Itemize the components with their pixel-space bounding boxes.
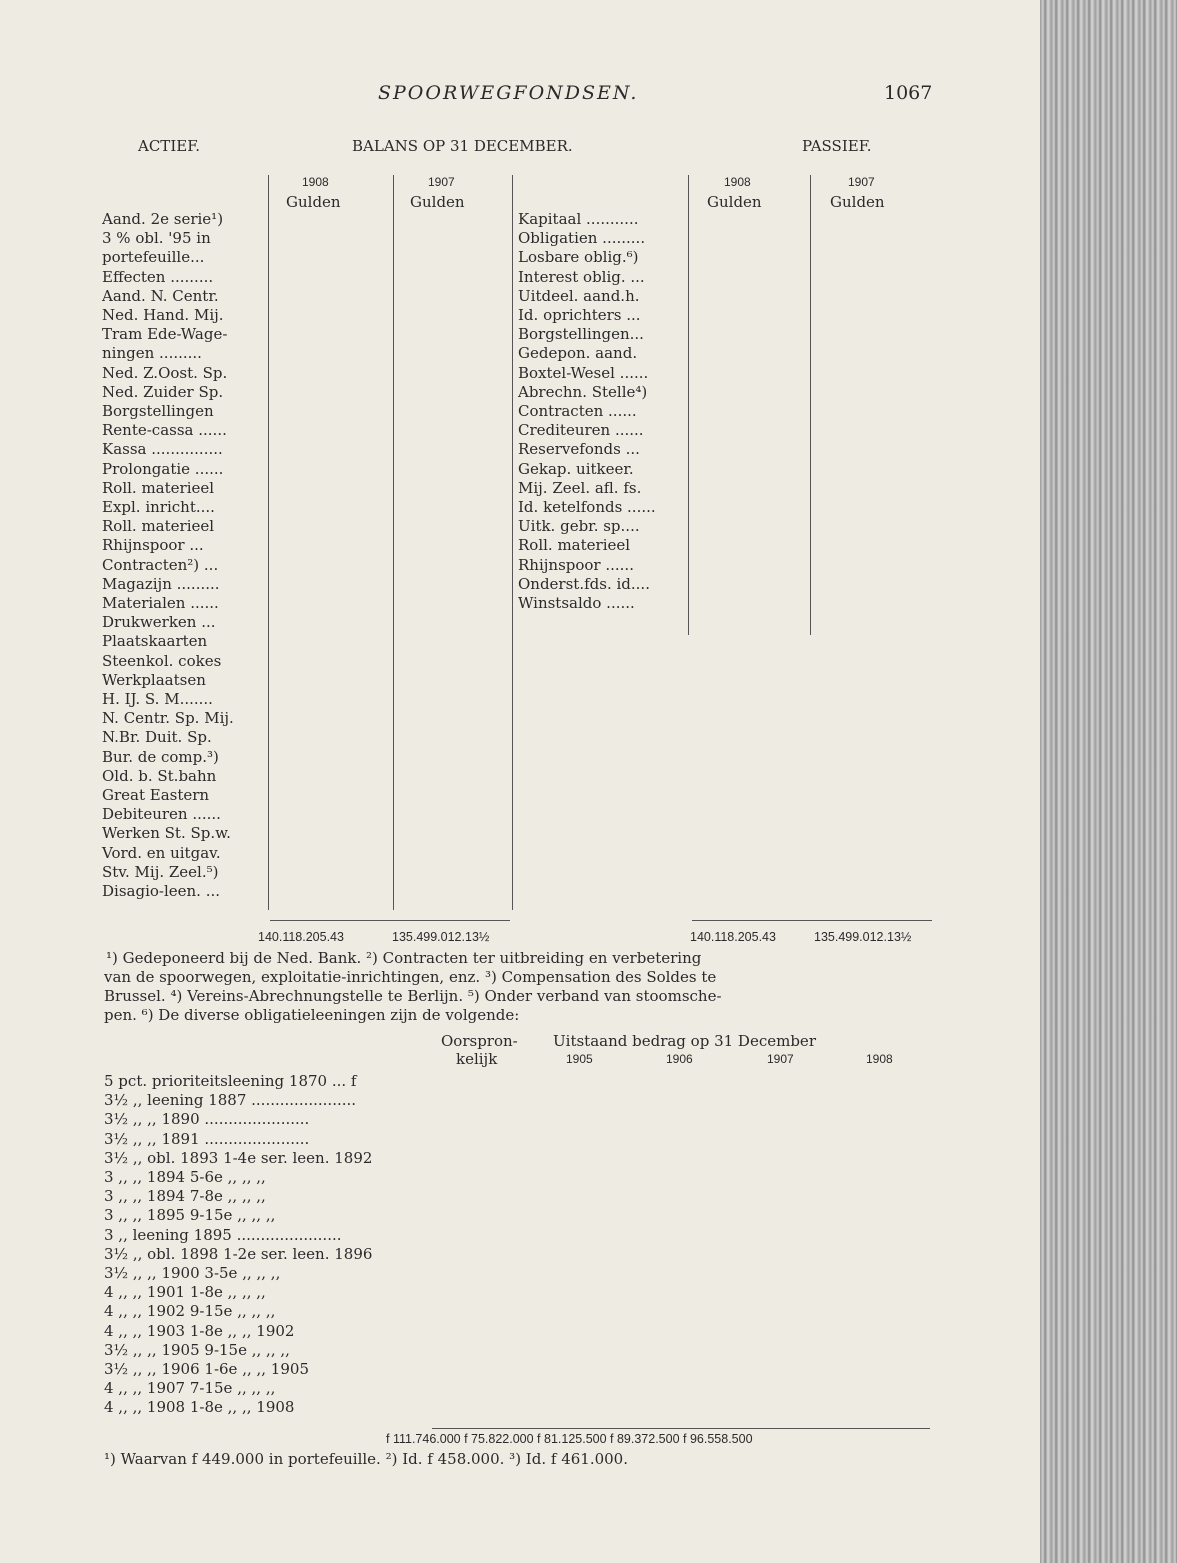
asset-label: H. IJ. S. M.......	[102, 690, 213, 708]
rule-liab-1	[688, 175, 689, 635]
loan-desc: 4 ,, ,, 1908 1-8e ,, ,, 1908	[104, 1398, 295, 1417]
asset-label: Aand. 2e serie¹)	[102, 210, 224, 228]
balans-heading: BALANS OP 31 DECEMBER.	[352, 137, 573, 155]
asset-label: Materialen ......	[102, 594, 219, 612]
liability-label: Roll. materieel	[518, 536, 631, 555]
assets-year-1908: 1908	[302, 175, 329, 189]
asset-label: Roll. materieel	[102, 478, 215, 497]
asset-label: Expl. inricht....	[102, 498, 215, 516]
loan-desc: 3½ ,, leening 1887 ......................	[104, 1091, 357, 1110]
loans-head-original-2: kelijk	[456, 1050, 498, 1068]
asset-label: Bur. de comp.³)	[102, 747, 219, 766]
asset-label: Debiteuren ......	[102, 805, 221, 824]
liab-year-1907: 1907	[848, 175, 875, 189]
liability-label: Crediteuren ......	[518, 421, 644, 440]
loan-desc: 4 ,, ,, 1907 7-15e ,, ,, ,,	[104, 1379, 276, 1398]
asset-label: Plaatskaarten	[102, 632, 208, 651]
liab-total-1908: 140.118.205.43	[690, 930, 776, 944]
liability-label: Kapitaal ...........	[518, 210, 639, 228]
liability-label: Uitdeel. aand.h.	[518, 286, 640, 305]
liab-total-1907: 135.499.012.13½	[814, 930, 912, 944]
assets-unit-1907: Gulden	[410, 193, 465, 211]
asset-label: Werkplaatsen	[102, 670, 206, 689]
assets-year-1907: 1907	[428, 175, 455, 189]
liability-label: Mij. Zeel. afl. fs.	[518, 478, 642, 497]
assets-total-1908: 140.118.205.43	[258, 930, 344, 944]
page-title: SPOORWEGFONDSEN.	[378, 82, 639, 104]
asset-label: 3 % obl. '95 in	[102, 229, 211, 248]
loans-year-1908: 1908	[866, 1052, 893, 1066]
loan-desc: 3½ ,, ,, 1905 9-15e ,, ,, ,,	[104, 1340, 290, 1359]
loan-desc: 3 ,, ,, 1895 9-15e ,, ,, ,,	[104, 1206, 276, 1225]
asset-label: Rente-cassa ......	[102, 421, 227, 440]
asset-label: Effecten .........	[102, 267, 214, 286]
footnote-line: pen. ⁶) De diverse obligatieleeningen zijn de volgende:	[104, 1006, 520, 1024]
liability-label: Reservefonds ...	[518, 440, 640, 459]
liability-label: Gekap. uitkeer.	[518, 459, 634, 478]
loan-desc: 4 ,, ,, 1902 9-15e ,, ,, ,,	[104, 1302, 276, 1321]
asset-label: Stv. Mij. Zeel.⁵)	[102, 862, 219, 881]
liability-label: Uitk. gebr. sp....	[518, 517, 640, 536]
liab-year-1908: 1908	[724, 175, 751, 189]
asset-label: Vord. en uitgav.	[102, 843, 221, 862]
loan-desc: 3½ ,, ,, 1890 ......................	[104, 1110, 310, 1129]
liability-label: Abrechn. Stelle⁴)	[518, 382, 648, 401]
footnote-line: Brussel. ⁴) Vereins-Abrechnungstelle te Berlijn. ⁵) Onder verband van stoomsche-	[104, 987, 722, 1005]
loans-year-1906: 1906	[666, 1052, 693, 1066]
asset-label: Contracten²) ...	[102, 555, 219, 574]
liability-label: Id. oprichters ...	[518, 306, 641, 324]
asset-label: Prolongatie ......	[102, 459, 224, 478]
asset-label: Drukwerken ...	[102, 613, 216, 632]
asset-label: Aand. N. Centr.	[102, 286, 219, 305]
book-edge	[1040, 0, 1177, 1563]
loan-desc: 3 ,, leening 1895 ......................	[104, 1225, 342, 1244]
liability-label: Interest oblig. ...	[518, 267, 645, 286]
asset-label: Magazijn .........	[102, 574, 220, 593]
liab-unit-1907: Gulden	[830, 193, 885, 211]
asset-label: Ned. Hand. Mij.	[102, 306, 224, 324]
assets-total-rule	[270, 920, 510, 921]
liability-label: Id. ketelfonds ......	[518, 498, 656, 516]
rule-center	[512, 175, 513, 910]
rule-assets-1	[268, 175, 269, 910]
loans-year-1905: 1905	[566, 1052, 593, 1066]
footnote-line: van de spoorwegen, exploitatie-inrichtingen, enz. ³) Compensation des Soldes te	[104, 968, 717, 986]
liability-label: Onderst.fds. id....	[518, 574, 650, 593]
actief-heading: ACTIEF.	[138, 137, 201, 155]
loan-desc: 3 ,, ,, 1894 7-8e ,, ,, ,,	[104, 1187, 266, 1206]
asset-label: portefeuille...	[102, 248, 205, 267]
assets-total-1907: 135.499.012.13½	[392, 930, 490, 944]
asset-label: Werken St. Sp.w.	[102, 824, 231, 843]
liab-unit-1908: Gulden	[707, 193, 762, 211]
loans-total-line: f 111.746.000 f 75.822.000 f 81.125.500 f 89.372.500 f 96.558.500	[386, 1432, 753, 1446]
asset-label: Steenkol. cokes	[102, 651, 222, 670]
asset-label: Roll. materieel	[102, 517, 215, 536]
asset-label: Tram Ede-Wage-	[102, 325, 228, 344]
asset-label: N. Centr. Sp. Mij.	[102, 709, 234, 728]
asset-label: N.Br. Duit. Sp.	[102, 728, 212, 747]
liability-label: Borgstellingen...	[518, 325, 644, 344]
asset-label: Disagio-leen. ...	[102, 882, 221, 900]
loan-desc: 4 ,, ,, 1901 1-8e ,, ,, ,,	[104, 1283, 266, 1302]
asset-label: Kassa ...............	[102, 440, 223, 459]
asset-label: Great Eastern	[102, 786, 210, 804]
assets-unit-1908: Gulden	[286, 193, 341, 211]
page-number: 1067	[884, 82, 933, 104]
passief-heading: PASSIEF.	[802, 137, 872, 155]
loan-desc: 5 pct. prioriteitsleening 1870 ... f	[104, 1072, 357, 1090]
asset-label: ningen .........	[102, 344, 202, 363]
loan-desc: 3 ,, ,, 1894 5-6e ,, ,, ,,	[104, 1168, 266, 1186]
loans-footnote: ¹) Waarvan f 449.000 in portefeuille. ²) Id. f 458.000. ³) Id. f 461.000.	[104, 1450, 628, 1468]
loan-desc: 3½ ,, ,, 1891 ......................	[104, 1129, 310, 1148]
loans-year-1907: 1907	[767, 1052, 794, 1066]
loan-desc: 4 ,, ,, 1903 1-8e ,, ,, 1902	[104, 1321, 295, 1340]
loan-desc: 3½ ,, obl. 1893 1-4e ser. leen. 1892	[104, 1148, 373, 1167]
liability-label: Obligatien .........	[518, 229, 646, 248]
asset-label: Rhijnspoor ...	[102, 536, 204, 555]
liability-label: Winstsaldo ......	[518, 594, 635, 612]
loans-head-original-1: Oorspron-	[441, 1032, 518, 1050]
asset-label: Ned. Zuider Sp.	[102, 382, 224, 401]
loan-desc: 3½ ,, obl. 1898 1-2e ser. leen. 1896	[104, 1244, 373, 1263]
asset-label: Ned. Z.Oost. Sp.	[102, 363, 228, 382]
liability-label: Losbare oblig.⁶)	[518, 248, 639, 267]
loan-desc: 3½ ,, ,, 1906 1-6e ,, ,, 1905	[104, 1360, 309, 1378]
liab-total-rule	[692, 920, 932, 921]
asset-label: Old. b. St.bahn	[102, 766, 217, 785]
liability-label: Boxtel-Wesel ......	[518, 363, 649, 382]
rule-liab-2	[810, 175, 811, 635]
liability-label: Gedepon. aand.	[518, 344, 638, 363]
loan-desc: 3½ ,, ,, 1900 3-5e ,, ,, ,,	[104, 1264, 281, 1282]
liability-label: Rhijnspoor ......	[518, 555, 634, 574]
asset-label: Borgstellingen	[102, 402, 214, 420]
loans-head-outstanding: Uitstaand bedrag op 31 December	[553, 1032, 816, 1050]
rule-assets-2	[393, 175, 394, 910]
loans-total-rule	[432, 1428, 930, 1429]
liability-label: Contracten ......	[518, 402, 637, 420]
footnote-line: ¹) Gedeponeerd bij de Ned. Bank. ²) Contracten ter uitbreiding en verbetering	[106, 949, 702, 967]
